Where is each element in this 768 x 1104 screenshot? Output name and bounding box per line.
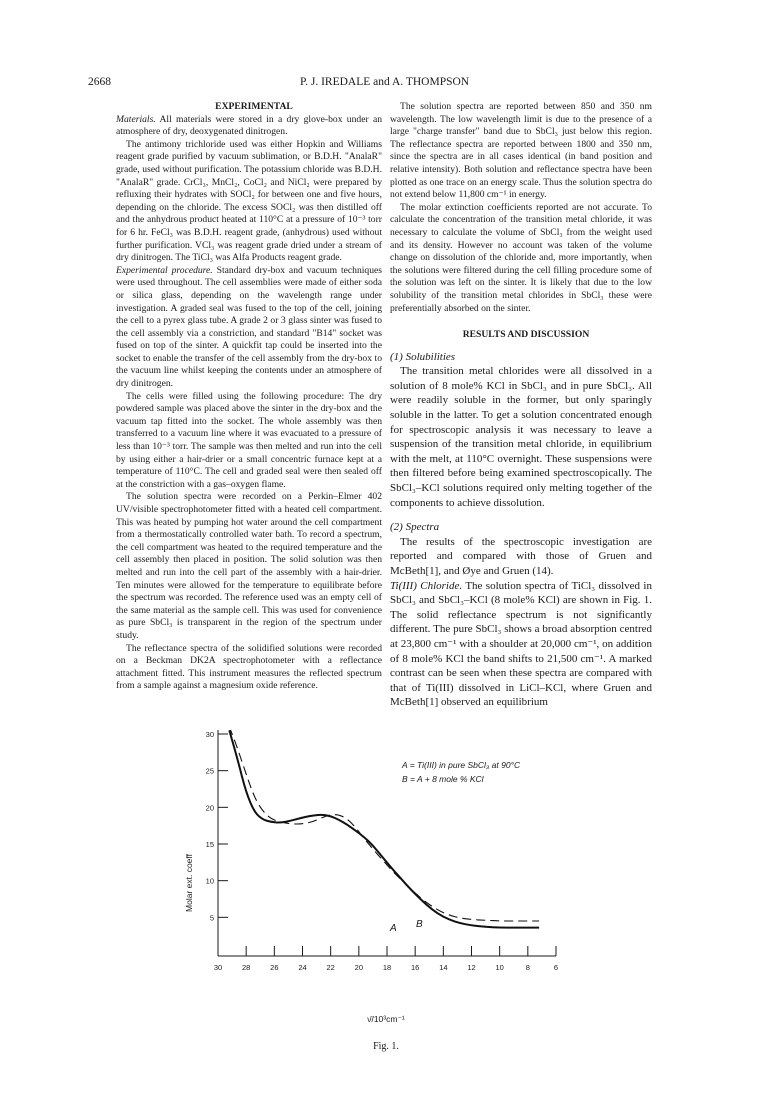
x-tick-label: 30 [213, 963, 223, 972]
solubilities-paragraph: The transition metal chlorides were all dissolved in a solution of 8 mole% KCl in SbCl₃ and in pure SbCl₃. All were readily soluble in the former, but only sparingly soluble in the latter. To get a solution concentrated enough for spectroscopic analysis it was necessary to leave a suspension of the transition metal chloride, in equilibrium with the melt, at 110°C overnight. These suspensions were then filtered before being examined spectroscopically. The SbCl₃–KCl solutions required only melting together of the components to achieve dissolution. [390, 365, 652, 509]
procedure-label: Experimental procedure. [116, 264, 213, 276]
x-tick-label: 16 [410, 963, 420, 972]
extinction-paragraph: The molar extinction coefficients reported are not accurate. To calculate the concentration of the transition metal chloride, it was necessary to calculate the volume of SbCl₃ from the weight used and its density. However no account was taken of the volume change on dissolution of the chloride and, more importantly, when the solutions were filtered during the cell filling procedure some of the solution was left on the sinter. It is likely that due to the low solubility of the transition metal chlorides in SbCl₃ these were preferentially absorbed on the sinter. [390, 201, 652, 314]
y-tick-label: 20 [205, 803, 214, 813]
materials-text: All materials were stored in a dry glove-box under an atmosphere of dry, deoxygenated dinitrogen. [116, 113, 382, 138]
y-tick-label: 10 [205, 876, 214, 886]
solubilities-title: (1) Solubilities [390, 350, 456, 363]
x-tick-label: 6 [553, 963, 559, 972]
titanium-label: Ti(III) Chloride. [390, 579, 463, 592]
y-tick-label: 25 [205, 766, 214, 776]
curve-label-b: B [416, 919, 423, 930]
procedure-text: Standard dry-box and vacuum techniques were used throughout. The cell assemblies were made of either soda or silica glass, depending on the wavelength range under investigation. A graded seal was fused to the top of the cell, joining the cell to a pyrex glass tube. A grade 2 or 3 glass sinter was fused to the cell assembly via a constriction, and standard "B14" socket was fused on top of the sinter. A quickfit tap could be inserted into the socket to enable the transfer of the cell assembly from the dry-box to the vacuum line whilst keeping the contents under an atmosphere of dry dinitrogen. [116, 264, 383, 390]
right-column [390, 101, 652, 710]
figure-caption: Fig. 1. [373, 1041, 399, 1052]
results-body [390, 350, 652, 710]
running-head-authors: P. J. IREDALE and A. THOMPSON [300, 76, 470, 88]
titanium-text: The solution spectra of TiCl₃ dissolved in SbCl₃ and SbCl₃–KCl (8 mole% KCl) are shown in Fig. 1. The solid reflectance spectrum is not significantly different. The pure SbCl₃ shows a broad absorption centred at 23,800 cm⁻¹ with a shoulder at 20,000 cm⁻¹, on addition of 8 mole% KCl the band shifts to 21,500 cm⁻¹. A marked contrast can be seen when these spectra are compared with that of Ti(III) dissolved in LiCl–KCl, where Gruen and McBeth[1] observed an equilibrium [390, 579, 652, 709]
x-tick-label: 22 [326, 963, 335, 972]
x-axis-label: ν̄/10³cm⁻¹ [367, 1014, 405, 1024]
y-tick-label: 30 [205, 730, 214, 739]
x-tick-label: 20 [354, 963, 364, 972]
x-tick-label: 26 [270, 963, 279, 972]
x-tick-label: 8 [525, 963, 530, 972]
x-tick-label: 24 [298, 963, 307, 972]
x-tick-label: 14 [439, 963, 448, 972]
titanium-paragraph [390, 579, 652, 710]
x-tick-label: 12 [467, 963, 476, 972]
x-tick-label: 18 [382, 963, 392, 972]
section-heading-experimental: EXPERIMENTAL [215, 101, 293, 112]
y-tick-label: 15 [205, 840, 214, 849]
materials-label: Materials. [116, 113, 156, 125]
figure-1-chart [0, 730, 768, 1060]
curve-label-a: A [390, 923, 397, 934]
section-heading-results: RESULTS AND DISCUSSION [462, 329, 590, 341]
y-tick-label: 5 [209, 913, 214, 923]
legend-a: A = Ti(III) in pure SbCl₃ at 90°C [402, 760, 521, 770]
x-tick-label: 10 [495, 963, 504, 972]
page-number: 2668 [88, 76, 111, 88]
spectra-range-paragraph: The solution spectra are reported between 850 and 350 nm wavelength. The low wavelength limit is due to the presence of a large "charge transfer" band due to SbCl₃ just below this region. The reflectance spectra are reported between 1800 and 350 nm, since the spectra are in all cases identical (in band position and relative intensity). Both solution and reflectance spectra have been plotted as one trace on an energy scale. Thus the solution spectra do not extend below 11,800 cm⁻¹ in energy. [390, 101, 652, 201]
cell-filling-paragraph: The cells were filled using the following procedure: The dry powdered sample was placed above the sinter in the dry-box and the vacuum tap fitted into the socket. The whole assembly was then transferred to a vacuum line where it was evacuated to a pressure of less than 10⁻³ torr. The sample was then melted and run into the cell by using either a hair-drier or a small concentric furnace kept at a temperature of 110°C. The cell and graded seal were then sealed off at the constriction with a gas–oxygen flame. [116, 390, 382, 490]
series-line-b [229, 730, 539, 921]
legend-b: B = A + 8 mole % KCl [402, 774, 484, 784]
spectra-title: (2) Spectra [390, 521, 440, 534]
solution-spectra-paragraph: The solution spectra were recorded on a Perkin–Elmer 402 UV/visible spectrophotometer fitted with a heated cell compartment. This was heated by pumping hot water around the cell compartment from a thermostatically controlled water bath. To record a spectrum, the cell compartment was heated to the required temperature and the cell assembly then placed in position. The solid solution was then melted and run into the cell part of the assembly with a hair-drier. Ten minutes were allowed for the temperature to equilibrate before the spectrum was recorded. The reference used was an empty cell of the same material as the sample cell. This was used for convenience as pure SbCl₃ is transparent in the region of the spectrum under study. [116, 491, 382, 641]
antimony-paragraph: The antimony trichloride used was either Hopkin and Williams reagent grade purified by vacuum sublimation, or B.D.H. "AnalaR" grade, used without purification. The potassium chloride was B.D.H. "AnalaR" grade. CrCl₃, MnCl₂, CoCl₂ and NiCl₂ were prepared by refluxing their hydrates with SOCl₂ for between one and five hours, depending on the chloride. The excess SOCl₂ was then distilled off and the anhydrous product heated at 110°C at a pressure of 10⁻³ torr for 6 hr. FeCl₃ was B.D.H. reagent grade, (anhydrous) used without further purification. VCl₃ was reagent grade dried under a stream of dry dinitrogen. The TiCl₃ was Alfa Products reagent grade. [116, 138, 382, 264]
y-axis-label: Molar ext. coeff [184, 854, 194, 912]
reflectance-paragraph: The reflectance spectra of the solidified solutions were recorded on a Beckman DK2A spectrophotometer with a reflectance attachment fitted. This instrument measures the reflected spectrum from a sample against a magnesium oxide reference. [116, 642, 382, 692]
x-tick-label: 28 [241, 963, 251, 972]
materials-paragraph [116, 114, 382, 139]
procedure-paragraph [116, 265, 382, 391]
left-column [116, 101, 382, 693]
spectra-paragraph: The results of the spectroscopic investigation are reported and compared with those of Gruen and McBeth[1], and Øye and Gruen (14). [390, 535, 652, 577]
